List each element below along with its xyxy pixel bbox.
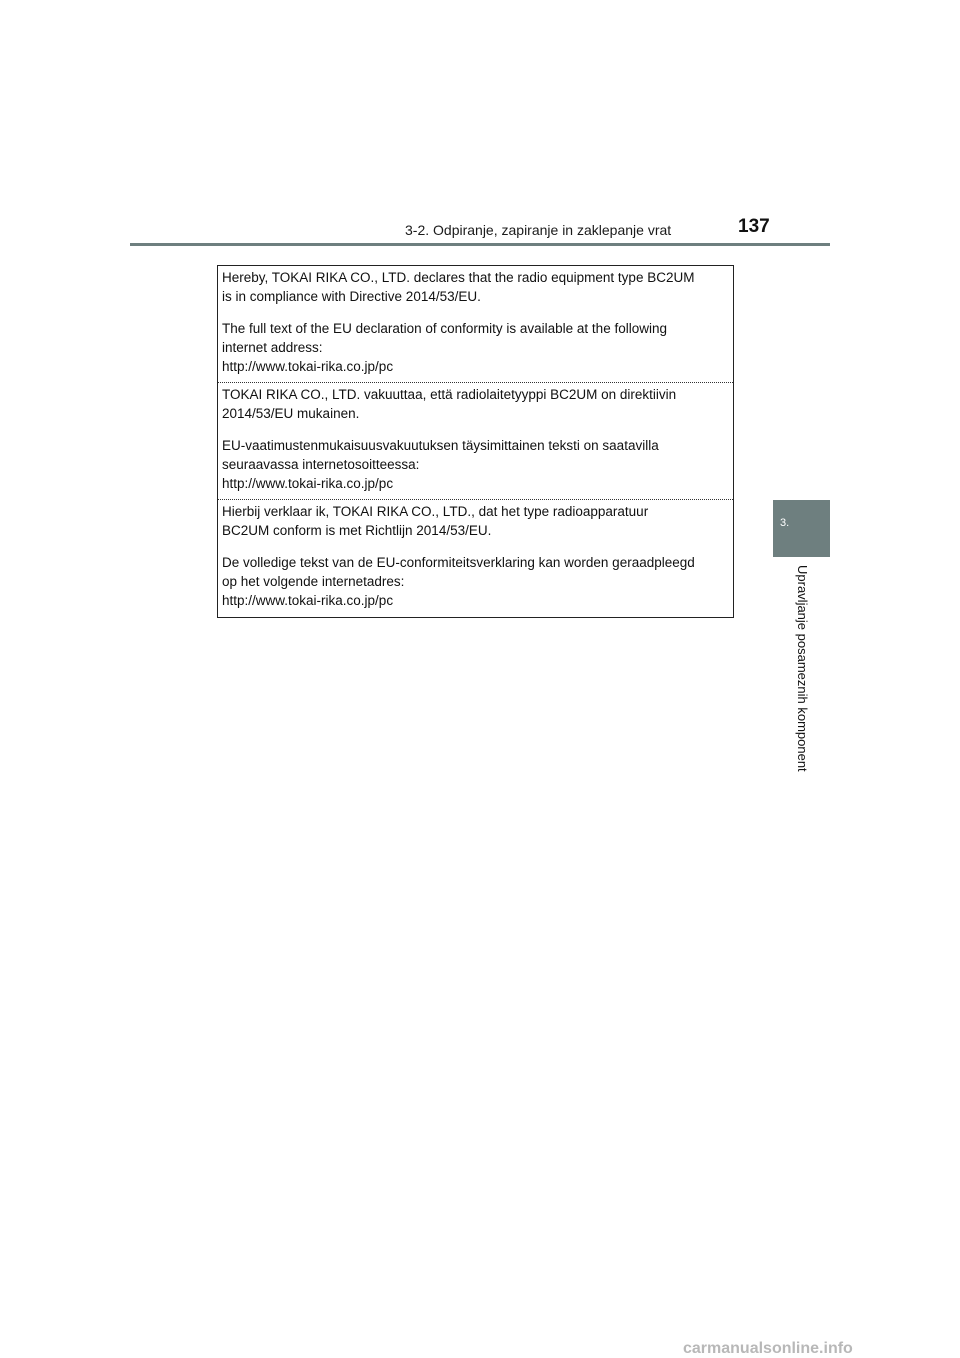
- declaration-text: Hierbij verklaar ik, TOKAI RIKA CO., LTD., dat het type radioapparatuur: [222, 504, 649, 519]
- conformity-text: op het volgende internetadres:: [222, 574, 405, 589]
- declaration-dutch: [218, 500, 733, 617]
- declaration-url: http://www.tokai-rika.co.jp/pc: [222, 359, 394, 374]
- declaration-url: http://www.tokai-rika.co.jp/pc: [222, 476, 394, 491]
- conformity-text: De volledige tekst van de EU-conformiteitsverklaring kan worden geraadpleegd: [222, 555, 695, 570]
- declaration-text: TOKAI RIKA CO., LTD. vakuuttaa, että radiolaitetyyppi BC2UM on direktiivin: [222, 387, 677, 402]
- conformity-text: EU-vaatimustenmukaisuusvakuutuksen täysimittainen teksti on saatavilla: [222, 438, 659, 453]
- declaration-text: BC2UM conform is met Richtlijn 2014/53/EU.: [222, 523, 492, 538]
- chapter-tab: [773, 500, 830, 557]
- watermark: carmanualsonline.info: [683, 1340, 853, 1357]
- chapter-number: 3.: [780, 517, 790, 529]
- declaration-url: http://www.tokai-rika.co.jp/pc: [222, 593, 394, 608]
- declaration-box: [217, 265, 734, 618]
- declaration-english: [218, 266, 733, 383]
- header-rule: [130, 243, 830, 246]
- conformity-text: seuraavassa internetosoitteessa:: [222, 457, 420, 472]
- conformity-text: internet address:: [222, 340, 323, 355]
- section-title: 3-2. Odpiranje, zapiranje in zaklepanje vrat: [405, 222, 672, 238]
- page-number: 137: [738, 216, 770, 237]
- declaration-text: 2014/53/EU mukainen.: [222, 406, 360, 421]
- chapter-label: Upravljanje posameznih komponent: [795, 565, 810, 772]
- conformity-text: The full text of the EU declaration of conformity is available at the following: [222, 321, 667, 336]
- declaration-finnish: [218, 383, 733, 500]
- declaration-text: Hereby, TOKAI RIKA CO., LTD. declares that the radio equipment type BC2UM: [222, 270, 695, 285]
- declaration-text: is in compliance with Directive 2014/53/EU.: [222, 289, 481, 304]
